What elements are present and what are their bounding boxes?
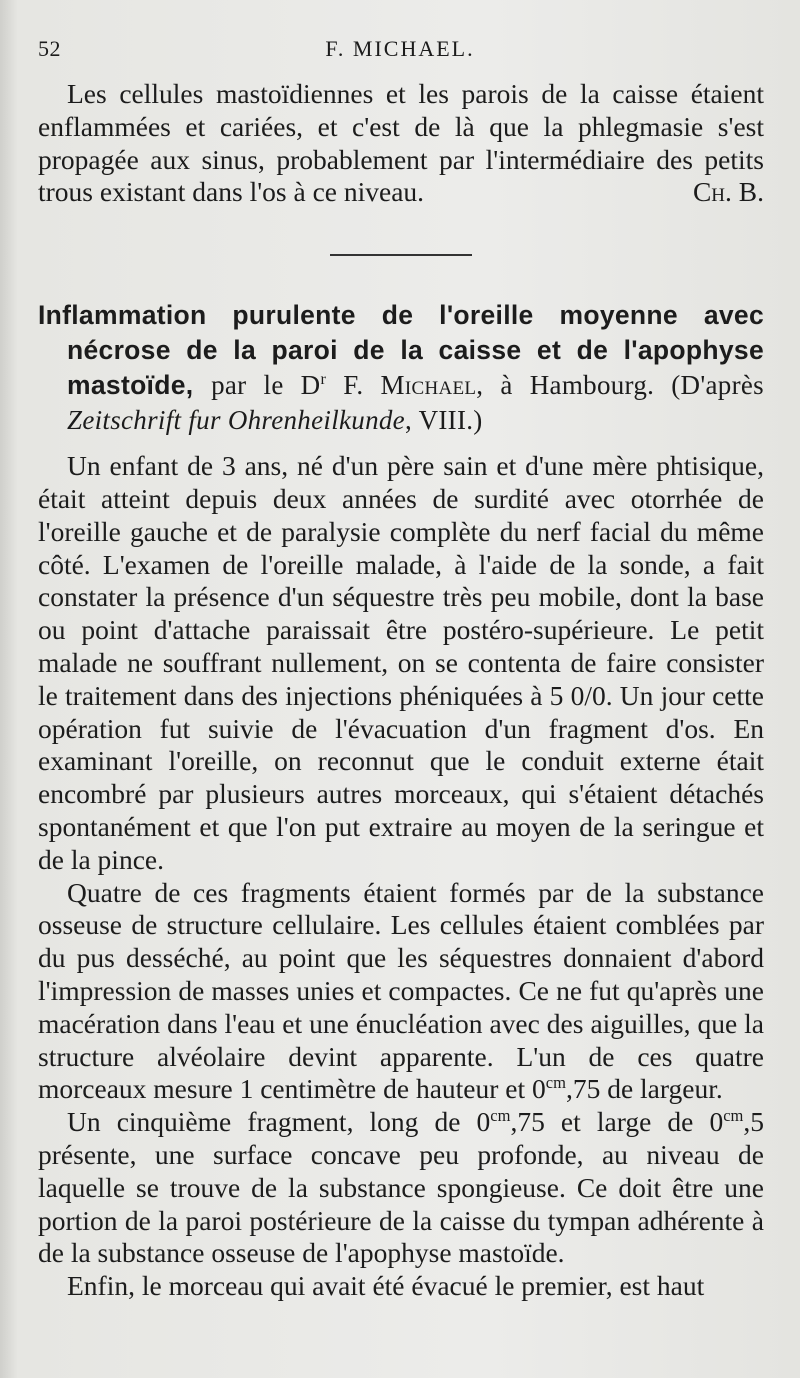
source-journal: Zeitschrift fur Ohrenheilkunde [67,405,405,436]
source-volume: , VIII.) [404,405,483,436]
intro-text: Les cellules mastoïdiennes et les parois de la caisse étaient enflammées et cariées, et c'est de là que la phlegmasie s'est propagée aux sinus, probablement par l'intermédiaire des petits trous existant dans l'os à ce niveau. [38,78,764,208]
page-number: 52 [38,36,61,61]
byline-author: F. Michael [343,370,477,401]
body-paragraph-2: Quatre de ces fragments étaient formés par de la substance osseuse de structure cellulaire. Les cellules étaient comblées par du pus desséché, au point que les séquestres donnaient d'abord l'impression de masses unies et compactes. Ce ne fut qu'après une macération dans l'eau et une énucléation avec des aiguilles, que la structure alvéolaire devint apparente. L'un de ces quatre morceaux mesure 1 centimètre de hauteur et $0^{cm},75$ de largeur. [38,876,764,1105]
byline-prefix: par le D [211,370,321,401]
intro-signature: Ch. B. [692,176,764,208]
intro-paragraph [38,78,764,209]
byline-sup: r [320,370,327,389]
article-heading [38,298,764,438]
byline-location: , à Hambourg. (D'après [476,370,764,401]
body-paragraph-1: Un enfant de 3 ans, né d'un père sain et d'une mère phtisique, était atteint depuis deux années de surdité avec otorrhée de l'oreille gauche et de paralysie complète du nerf facial du même côté. L'examen de l'oreille malade, à l'aide de la sonde, a fait constater la présence d'un séquestre très peu mobile, dont la base ou point d'attache paraissait être postéro-supérieure. Le petit malade ne souffrant nullement, on se contenta de faire consister le traitement dans des injections phéniquées à 5 0/0. Un jour cette opération fut suivie de l'évacuation d'un fragment d'os. En examinant l'oreille, on reconnut que le conduit externe était encombré par plusieurs autres morceaux, qui s'étaient détachés spontanément et que l'on put extraire au moyen de la seringue et de la pince. [38,450,764,875]
article-title: Inflammation purulente de l'oreille moyenne avec nécrose de la paroi de la caisse et de l'apophyse mastoïde, [38,300,764,401]
section-divider [330,254,472,256]
page-content [38,78,764,1303]
running-head: F. MICHAEL. [325,36,475,61]
body-paragraph-4: Enfin, le morceau qui avait été évacué le premier, est haut [67,1270,705,1302]
body-paragraph-3: Un cinquième fragment, long de $0^{cm},75$ et large de $0^{cm},5$ présente, une surface concave peu profonde, au niveau de laquelle se trouve de la substance spongieuse. Ce doit être une portion de la paroi postérieure de la caisse du tympan adhérente à de la substance osseuse de l'apophyse mastoïde. [38,1105,764,1269]
page-header [38,36,762,70]
